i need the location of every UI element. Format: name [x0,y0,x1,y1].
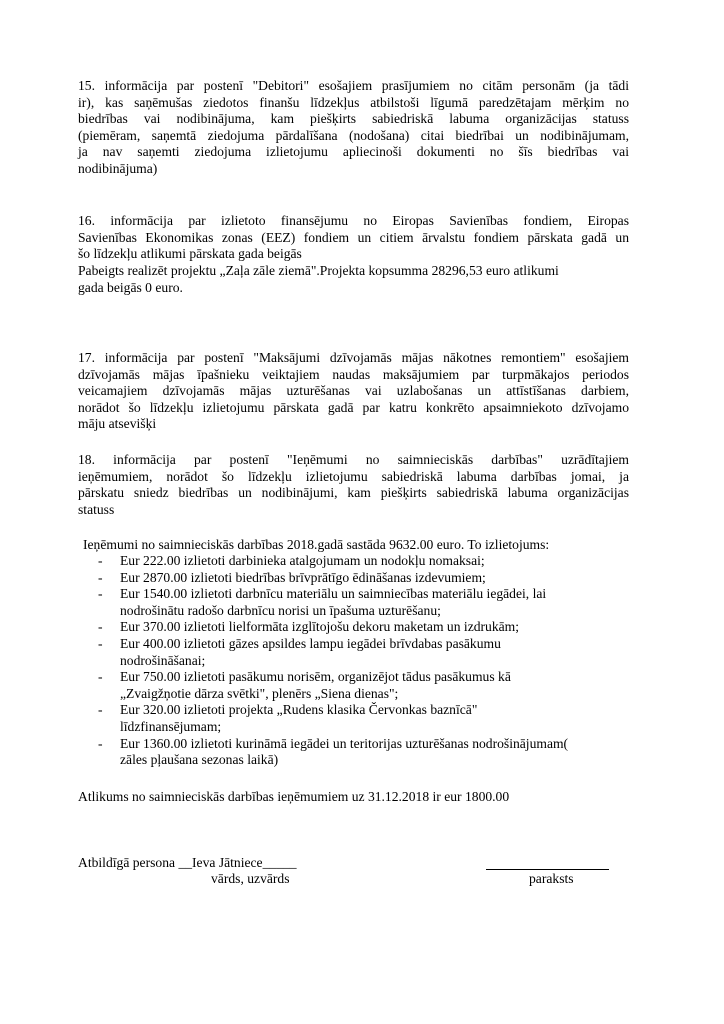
expense-item [98,619,638,636]
name-caption: vārds, uzvārds [211,871,290,886]
expense-item-line: Eur 1360.00 izlietoti kurināmā iegādei un teritorijas uzturēšanas nodrošinājumam( [120,735,569,751]
section-18-line: statuss [78,501,115,517]
expense-item-line: „Zvaigžņotie dārza svētki", plenērs „Siena dienas"; [120,685,399,701]
expense-list [98,553,638,769]
expense-item-line: Eur 320.00 izlietoti projekta „Rudens klasika Červonkas baznīcā" [120,702,478,718]
section-16-line: šo līdzekļu atlikumi pārskata gada beigās [78,246,302,262]
section-17-line: dzīvojamās mājas īpašnieku veiktajiem naudas maksājumiem par turpmākajos periodos [78,366,629,382]
section-15-line: ir), kas saņēmušas ziedotos finanšu līdzekļus atbilstoši līgumā paredzētajam mērķim no [78,94,629,110]
expense-item [98,702,638,735]
dash-bullet: - [98,569,103,585]
responsible-person-line [78,855,297,872]
dash-bullet: - [98,702,103,718]
section-16-note-line: gada beigās 0 euro. [78,279,183,295]
income-intro: Ieņēmumi no saimnieciskās darbības 2018.gadā sastāda 9632.00 euro. To izlietojums: [83,537,550,552]
expense-item [98,669,638,702]
responsible-person-label: Atbildīgā persona [78,855,176,870]
balance-statement: Atlikums no saimnieciskās darbības ieņēmumiem uz 31.12.2018 ir eur 1800.00 [78,789,510,804]
section-18-line: pārskatu sniedz biedrības un nodibinājumi, kam piešķirts sabiedriskā labuma organizācijas [78,485,629,501]
expense-item-line: Eur 370.00 izlietoti lielformāta izglītojošu dekoru maketam un izdrukām; [120,619,520,635]
expense-item [98,553,638,570]
section-18-paragraph [78,452,629,518]
expense-item [98,736,638,769]
section-17-paragraph [78,350,629,433]
section-16-paragraph [78,213,629,263]
expense-item-line: līdzfinansējumam; [120,718,222,734]
dash-bullet: - [98,635,103,651]
expense-item-line: zāles pļaušana sezonas laikā) [120,752,279,768]
section-17-line: veicamajiem dzīvojamās mājas uzturēšanas vai uzlabošanas un attīstīšanas darbiem, [78,383,629,399]
section-15-line: 15. informācija par postenī "Debitori" esošajiem prasījumiem no citām personām (ja tādi [78,78,629,93]
dash-bullet: - [98,669,103,685]
section-17-line: norādot šo līdzekļu izlietojumu pārskata gadā par katru konkrēto apsaimniekoto dzīvojamo [78,399,629,415]
signature-line [486,869,609,870]
section-15-line: (piemēram, saņemtā ziedojuma pārdalīšana (nodošana) citai biedrībai un nodibinājumam, [78,127,629,143]
expense-item-line: Eur 400.00 izlietoti gāzes apsildes lampu iegādei brīvdabas pasākumu [120,635,501,651]
section-16-line: Savienības Ekonomikas zonas (EEZ) fondiem un citiem ārvalstu fondiem pārskata gadā un [78,229,629,245]
expense-item-line: Eur 750.00 izlietoti pasākumu norisēm, organizējot tādus pasākumus kā [120,669,511,685]
responsible-person-name: __Ieva Jātniece_____ [178,855,297,870]
section-15-line: nodibinājuma) [78,160,158,176]
expense-item [98,586,638,619]
signature-block [78,855,638,895]
expense-item-line: Eur 2870.00 izlietoti biedrības brīvprātīgo ēdināšanas izdevumiem; [120,569,486,585]
section-17-line: 17. informācija par postenī "Maksājumi dzīvojamās mājas nākotnes remontiem" esošajiem [78,350,629,365]
expense-item-line: Eur 1540.00 izlietoti darbnīcu materiālu un saimniecības materiālu iegādei, lai [120,586,547,602]
section-17-line: māju atsevišķi [78,416,157,432]
section-15-line: biedrības vai nodibinājuma, kam piešķirts sabiedriskā labuma organizācijas statuss [78,111,629,127]
dash-bullet: - [98,619,103,635]
section-15-line: ja nav saņemti ziedojuma izlietojumu apliecinoši dokumenti no šīs biedrības vai [78,144,629,160]
expense-item-line: nodrošināšanai; [120,652,206,668]
expense-item [98,570,638,587]
expense-item-line: Eur 222.00 izlietoti darbinieka atalgojumam un nodokļu nomaksai; [120,553,485,568]
section-18-line: 18. informācija par postenī "Ieņēmumi no saimnieciskās darbības" uzrādītajiem [78,452,629,467]
section-16-note-line: Pabeigts realizēt projektu „Zaļa zāle ziemā".Projekta kopsumma 28296,53 euro atlikumi [78,263,559,278]
dash-bullet: - [98,735,103,751]
signature-caption: paraksts [529,871,574,886]
dash-bullet: - [98,586,103,602]
dash-bullet: - [98,553,103,568]
section-16-project-note [78,263,559,296]
expense-item [98,636,638,669]
section-18-line: ieņēmumiem, norādot šo līdzekļu izlietojumu sabiedriskā labuma darbības jomai, ja [78,468,629,484]
section-15-paragraph [78,78,629,178]
expense-item-line: nodrošinātu radošo darbnīcu norisi un īpašuma uzturēšanu; [120,602,441,618]
section-16-line: 16. informācija par izlietoto finansējumu no Eiropas Savienības fondiem, Eiropas [78,213,629,228]
